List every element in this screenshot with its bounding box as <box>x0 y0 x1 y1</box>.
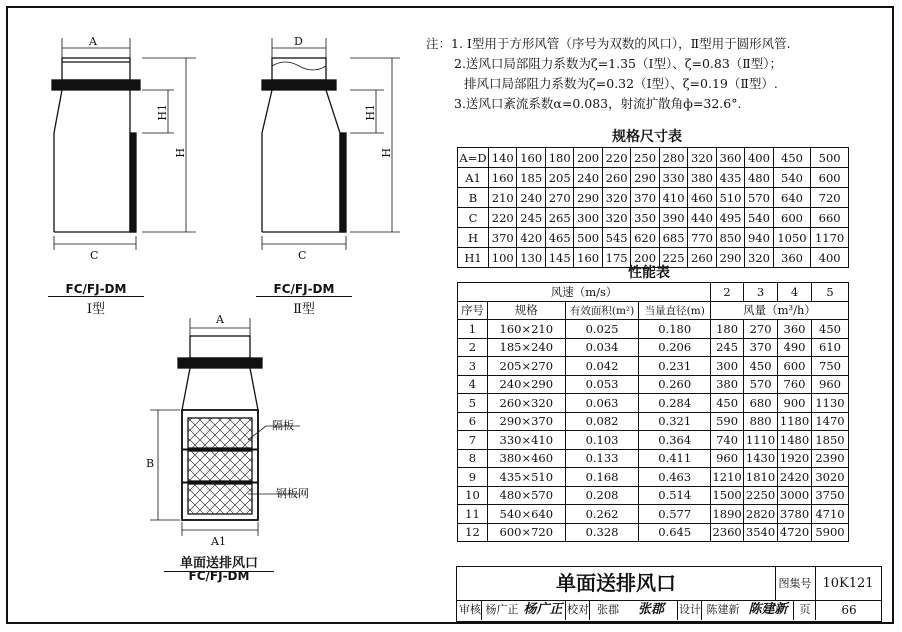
perf-cell-flow: 450 <box>711 394 744 413</box>
perf-row <box>458 468 849 487</box>
notes <box>426 34 791 114</box>
spec-cell: 160 <box>489 168 517 188</box>
spec-cell: 360 <box>773 248 811 268</box>
spec-row <box>458 228 849 248</box>
title-block <box>456 566 882 622</box>
spec-cell: 600 <box>811 168 849 188</box>
type2-dim-h1: H1 <box>364 104 377 121</box>
perf-cell-flow: 3750 <box>812 486 849 505</box>
perf-cell-no: 6 <box>458 412 488 431</box>
perf-cell-flow: 750 <box>812 357 849 376</box>
spec-cell: 260 <box>688 248 716 268</box>
perf-cell-no: 11 <box>458 505 488 524</box>
spec-cell: 290 <box>716 248 744 268</box>
speed-4: 4 <box>778 283 812 302</box>
perf-cell-flow: 490 <box>778 338 812 357</box>
single-dim-b: B <box>146 457 155 470</box>
perf-cell-spec: 380×460 <box>487 449 565 468</box>
perf-cell-dia: 0.364 <box>639 431 711 450</box>
reviewer-signature: 杨广正 <box>521 600 566 620</box>
perf-cell-dia: 0.411 <box>639 449 711 468</box>
spec-cell: 850 <box>716 228 744 248</box>
spec-row <box>458 208 849 228</box>
perf-cell-flow: 5900 <box>812 523 849 542</box>
spec-cell: 480 <box>745 168 773 188</box>
spec-cell: 450 <box>773 148 811 168</box>
spec-row <box>458 188 849 208</box>
title-block-title: 单面送排风口 <box>457 567 776 601</box>
spec-cell: 510 <box>716 188 744 208</box>
spec-cell: 545 <box>602 228 630 248</box>
perf-cell-dia: 0.645 <box>639 523 711 542</box>
reviewer-name: 杨广正 <box>485 603 519 616</box>
atlas-label: 图集号 <box>775 567 816 601</box>
spec-cell: 185 <box>517 168 545 188</box>
perf-header-speed: 风速（m/s） <box>458 283 711 302</box>
spec-cell: 140 <box>489 148 517 168</box>
perf-row <box>458 412 849 431</box>
spec-cell: 495 <box>716 208 744 228</box>
perf-cell-area: 0.025 <box>565 320 639 339</box>
perf-cell-dia: 0.321 <box>639 412 711 431</box>
spec-cell: 410 <box>659 188 687 208</box>
callout-partition: 隔板 <box>272 419 294 432</box>
perf-cell-dia: 0.577 <box>639 505 711 524</box>
perf-cell-no: 3 <box>458 357 488 376</box>
perf-cell-flow: 180 <box>711 320 744 339</box>
spec-cell: 770 <box>688 228 716 248</box>
spec-cell: 350 <box>631 208 659 228</box>
perf-cell-flow: 1210 <box>711 468 744 487</box>
spec-cell: 265 <box>545 208 573 228</box>
perf-cell-flow: 2360 <box>711 523 744 542</box>
perf-table-title: 性能表 <box>628 265 670 281</box>
type1-model: FC/FJ-DM <box>48 282 144 297</box>
perf-cell-area: 0.063 <box>565 394 639 413</box>
spec-cell: 640 <box>773 188 811 208</box>
perf-cell-flow: 1480 <box>778 431 812 450</box>
spec-cell: 570 <box>745 188 773 208</box>
spec-cell: 245 <box>517 208 545 228</box>
perf-cell-flow: 1130 <box>812 394 849 413</box>
type2-dim-c: C <box>298 249 307 262</box>
spec-cell: 440 <box>688 208 716 228</box>
check-label: 校对 <box>567 600 590 620</box>
type2-outlet-drawing <box>262 35 400 250</box>
perf-cell-spec: 480×570 <box>487 486 565 505</box>
perf-cell-flow: 1430 <box>744 449 778 468</box>
perf-cell-flow: 680 <box>744 394 778 413</box>
spec-cell: 660 <box>811 208 849 228</box>
spec-cell: 600 <box>773 208 811 228</box>
perf-cell-flow: 610 <box>812 338 849 357</box>
spec-cell: 220 <box>489 208 517 228</box>
single-model: FC/FJ-DM <box>188 569 250 583</box>
spec-table-title: 规格尺寸表 <box>612 129 682 145</box>
perf-cell-spec: 260×320 <box>487 394 565 413</box>
spec-cell: 390 <box>659 208 687 228</box>
perf-cell-flow: 960 <box>812 375 849 394</box>
perf-cell-flow: 1470 <box>812 412 849 431</box>
perf-row <box>458 320 849 339</box>
spec-cell: 400 <box>811 248 849 268</box>
spec-cell: 460 <box>688 188 716 208</box>
spec-cell: 370 <box>631 188 659 208</box>
design-label: 设计 <box>679 600 702 620</box>
page-label: 页 <box>795 600 816 620</box>
spec-cell: 380 <box>688 168 716 188</box>
spec-cell: 370 <box>489 228 517 248</box>
perf-cell-flow: 570 <box>744 375 778 394</box>
spec-cell: 685 <box>659 228 687 248</box>
perf-cell-flow: 3780 <box>778 505 812 524</box>
type1-dim-a: A <box>89 35 97 48</box>
perf-cell-area: 0.168 <box>565 468 639 487</box>
atlas-number: 10K121 <box>815 567 881 601</box>
perf-cell-flow: 3000 <box>778 486 812 505</box>
spec-cell: 160 <box>574 248 602 268</box>
perf-cell-no: 4 <box>458 375 488 394</box>
perf-cell-area: 0.103 <box>565 431 639 450</box>
spec-cell: 500 <box>811 148 849 168</box>
spec-table <box>457 147 849 268</box>
spec-cell: 240 <box>574 168 602 188</box>
spec-cell: 540 <box>773 168 811 188</box>
perf-cell-dia: 0.180 <box>639 320 711 339</box>
perf-cell-no: 5 <box>458 394 488 413</box>
spec-cell: 320 <box>602 188 630 208</box>
perf-row <box>458 338 849 357</box>
perf-cell-dia: 0.231 <box>639 357 711 376</box>
perf-header-dia: 当量直径(m) <box>639 301 711 320</box>
perf-cell-flow: 1920 <box>778 449 812 468</box>
perf-cell-dia: 0.463 <box>639 468 711 487</box>
perf-row <box>458 486 849 505</box>
page-number: 66 <box>841 603 857 617</box>
perf-cell-flow: 245 <box>711 338 744 357</box>
speed-2: 2 <box>711 283 744 302</box>
note-2: 2.送风口局部阻力系数为ζ=1.35（Ⅰ型）、ζ=0.83（Ⅱ型）； <box>454 56 783 71</box>
perf-cell-flow: 3020 <box>812 468 849 487</box>
perf-cell-flow: 4710 <box>812 505 849 524</box>
perf-cell-flow: 450 <box>744 357 778 376</box>
type1-outlet-drawing <box>52 35 196 250</box>
perf-cell-flow: 1810 <box>744 468 778 487</box>
spec-cell: 180 <box>545 148 573 168</box>
spec-row-label: B <box>458 188 489 208</box>
type1-dim-h: H <box>174 148 187 158</box>
perf-cell-spec: 435×510 <box>487 468 565 487</box>
perf-cell-flow: 1180 <box>778 412 812 431</box>
perf-cell-flow: 2390 <box>812 449 849 468</box>
perf-cell-dia: 0.206 <box>639 338 711 357</box>
perf-cell-area: 0.262 <box>565 505 639 524</box>
spec-cell: 720 <box>811 188 849 208</box>
perf-cell-no: 10 <box>458 486 488 505</box>
type2-dim-h: H <box>380 148 393 158</box>
perf-cell-flow: 1110 <box>744 431 778 450</box>
perf-cell-spec: 205×270 <box>487 357 565 376</box>
perf-cell-dia: 0.284 <box>639 394 711 413</box>
perf-row <box>458 431 849 450</box>
spec-cell: 160 <box>517 148 545 168</box>
perf-row <box>458 394 849 413</box>
spec-row-label: A=D <box>458 148 489 168</box>
callout-steel-mesh: 钢板网 <box>276 487 309 500</box>
perf-cell-no: 8 <box>458 449 488 468</box>
spec-cell: 100 <box>489 248 517 268</box>
spec-row-label: H <box>458 228 489 248</box>
perf-cell-area: 0.053 <box>565 375 639 394</box>
spec-cell: 320 <box>745 248 773 268</box>
perf-cell-flow: 590 <box>711 412 744 431</box>
designer-signature: 陈建新 <box>743 600 794 620</box>
perf-row <box>458 449 849 468</box>
spec-cell: 300 <box>574 208 602 228</box>
spec-cell: 130 <box>517 248 545 268</box>
spec-cell: 540 <box>745 208 773 228</box>
perf-row <box>458 375 849 394</box>
spec-cell: 465 <box>545 228 573 248</box>
spec-cell: 400 <box>745 148 773 168</box>
perf-cell-flow: 360 <box>778 320 812 339</box>
perf-cell-dia: 0.514 <box>639 486 711 505</box>
spec-cell: 280 <box>659 148 687 168</box>
spec-cell: 225 <box>659 248 687 268</box>
perf-cell-dia: 0.260 <box>639 375 711 394</box>
perf-row <box>458 357 849 376</box>
perf-cell-spec: 185×240 <box>487 338 565 357</box>
perf-cell-flow: 900 <box>778 394 812 413</box>
spec-cell: 1170 <box>811 228 849 248</box>
spec-cell: 270 <box>545 188 573 208</box>
type2-dim-d: D <box>294 35 303 48</box>
single-dim-a: A <box>216 313 224 326</box>
speed-5: 5 <box>812 283 849 302</box>
spec-cell: 220 <box>602 148 630 168</box>
perf-cell-no: 2 <box>458 338 488 357</box>
note-1: 注：1. Ⅰ型用于方形风管（序号为双数的风口），Ⅱ型用于圆形风管. <box>426 36 791 51</box>
spec-cell: 620 <box>631 228 659 248</box>
spec-cell: 175 <box>602 248 630 268</box>
spec-row <box>458 148 849 168</box>
perf-cell-area: 0.328 <box>565 523 639 542</box>
spec-cell: 290 <box>631 168 659 188</box>
perf-cell-spec: 330×410 <box>487 431 565 450</box>
perf-cell-flow: 4720 <box>778 523 812 542</box>
perf-header-no: 序号 <box>458 301 488 320</box>
perf-cell-flow: 370 <box>744 338 778 357</box>
perf-cell-flow: 3540 <box>744 523 778 542</box>
spec-cell: 240 <box>517 188 545 208</box>
perf-row <box>458 523 849 542</box>
perf-cell-flow: 270 <box>744 320 778 339</box>
spec-cell: 940 <box>745 228 773 248</box>
spec-cell: 205 <box>545 168 573 188</box>
perf-cell-flow: 2420 <box>778 468 812 487</box>
perf-cell-flow: 740 <box>711 431 744 450</box>
type2-type: Ⅱ型 <box>293 302 315 317</box>
perf-cell-spec: 160×210 <box>487 320 565 339</box>
single-dim-a1: A1 <box>211 535 226 548</box>
spec-row <box>458 168 849 188</box>
spec-row-label: C <box>458 208 489 228</box>
perf-cell-flow: 1890 <box>711 505 744 524</box>
perf-cell-area: 0.034 <box>565 338 639 357</box>
perf-cell-flow: 960 <box>711 449 744 468</box>
perf-cell-flow: 450 <box>812 320 849 339</box>
perf-cell-spec: 290×370 <box>487 412 565 431</box>
perf-cell-spec: 600×720 <box>487 523 565 542</box>
perf-header-spec: 规格 <box>487 301 565 320</box>
spec-row-label: A1 <box>458 168 489 188</box>
perf-header-area: 有效面积(m²) <box>565 301 639 320</box>
spec-cell: 320 <box>688 148 716 168</box>
perf-header-flow: 风量（m³/h） <box>711 301 849 320</box>
spec-cell: 1050 <box>773 228 811 248</box>
perf-cell-flow: 1850 <box>812 431 849 450</box>
perf-cell-area: 0.133 <box>565 449 639 468</box>
perf-cell-no: 7 <box>458 431 488 450</box>
perf-cell-area: 0.208 <box>565 486 639 505</box>
perf-table <box>457 282 849 542</box>
signature-row <box>457 600 881 620</box>
perf-cell-flow: 300 <box>711 357 744 376</box>
spec-cell: 320 <box>602 208 630 228</box>
spec-cell: 250 <box>631 148 659 168</box>
spec-row-label: H1 <box>458 248 489 268</box>
perf-cell-flow: 2820 <box>744 505 778 524</box>
perf-cell-no: 9 <box>458 468 488 487</box>
perf-cell-flow: 880 <box>744 412 778 431</box>
speed-3: 3 <box>744 283 778 302</box>
type2-model: FC/FJ-DM <box>256 282 352 297</box>
checker-signature: 张郡 <box>625 600 678 620</box>
perf-cell-no: 1 <box>458 320 488 339</box>
spec-cell: 360 <box>716 148 744 168</box>
perf-cell-flow: 600 <box>778 357 812 376</box>
spec-cell: 200 <box>631 248 659 268</box>
perf-row <box>458 505 849 524</box>
perf-cell-no: 12 <box>458 523 488 542</box>
spec-cell: 210 <box>489 188 517 208</box>
designer-name: 陈建新 <box>706 603 740 616</box>
spec-cell: 435 <box>716 168 744 188</box>
type1-dim-h1: H1 <box>156 104 169 121</box>
type1-dim-c: C <box>90 249 99 262</box>
note-3: 3.送风口紊流系数α=0.083，射流扩散角ф=32.6°. <box>454 96 742 111</box>
review-label: 审核 <box>459 600 482 620</box>
spec-cell: 420 <box>517 228 545 248</box>
single-title: 单面送排风口 <box>164 552 274 572</box>
checker-name: 张郡 <box>597 603 619 616</box>
spec-cell: 330 <box>659 168 687 188</box>
perf-cell-area: 0.082 <box>565 412 639 431</box>
spec-cell: 145 <box>545 248 573 268</box>
spec-cell: 260 <box>602 168 630 188</box>
spec-cell: 290 <box>574 188 602 208</box>
perf-cell-area: 0.042 <box>565 357 639 376</box>
perf-cell-flow: 2250 <box>744 486 778 505</box>
perf-cell-spec: 240×290 <box>487 375 565 394</box>
perf-cell-flow: 380 <box>711 375 744 394</box>
perf-cell-flow: 1500 <box>711 486 744 505</box>
spec-cell: 200 <box>574 148 602 168</box>
type1-type: Ⅰ型 <box>86 302 106 317</box>
spec-cell: 500 <box>574 228 602 248</box>
perf-cell-spec: 540×640 <box>487 505 565 524</box>
note-2b: 排风口局部阻力系数为ζ=0.32（Ⅰ型）、ζ=0.19（Ⅱ型）. <box>464 76 778 91</box>
perf-cell-flow: 760 <box>778 375 812 394</box>
